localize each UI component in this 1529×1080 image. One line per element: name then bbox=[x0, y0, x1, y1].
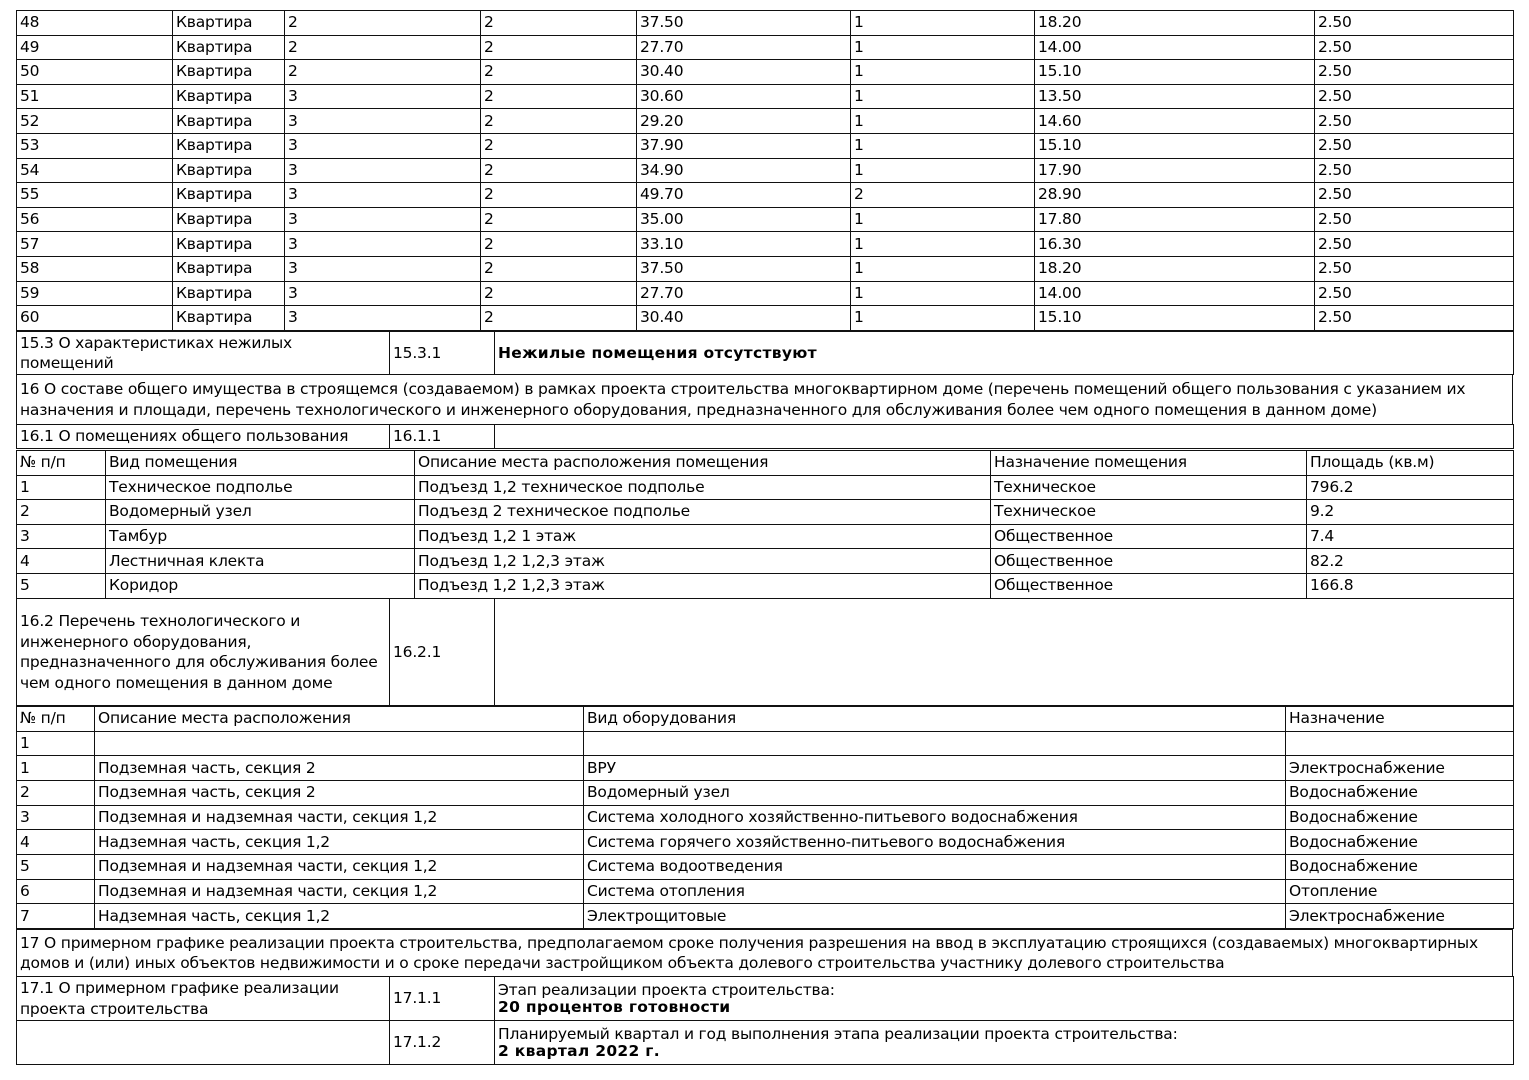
table-cell: 3 bbox=[285, 109, 481, 134]
premises-row bbox=[17, 573, 1514, 598]
section-17-1-1-value bbox=[495, 977, 1514, 1021]
table-cell: 14.60 bbox=[1035, 109, 1315, 134]
table-cell: 3 bbox=[285, 84, 481, 109]
table-cell: 2.50 bbox=[1315, 207, 1514, 232]
table-cell: 2 bbox=[285, 60, 481, 85]
table-cell: Система горячего хозяйственно-питьевого водоснабжения bbox=[584, 830, 1286, 855]
table-cell: Квартира bbox=[173, 35, 285, 60]
apartment-row bbox=[17, 306, 1514, 331]
table-cell: Система отопления bbox=[584, 879, 1286, 904]
table-cell: 2 bbox=[481, 60, 637, 85]
table-cell: 28.90 bbox=[1035, 183, 1315, 208]
table-cell: 1 bbox=[851, 256, 1035, 281]
table-cell: Тамбур bbox=[106, 524, 415, 549]
section-16-2-code: 16.2.1 bbox=[390, 599, 495, 706]
table-cell: 7.4 bbox=[1307, 524, 1514, 549]
table-cell: 9.2 bbox=[1307, 500, 1514, 525]
table-cell: 2 bbox=[17, 780, 95, 805]
table-cell: 2.50 bbox=[1315, 183, 1514, 208]
section-17-title: 17 О примерном графике реализации проекта строительства, предполагаемом сроке получения разрешения на ввод в эксплуатацию строящихся (создаваемых) многоквартирных домов и (или) иных объектов недвижимости и о сроке передачи застройщиком объекта долевого строительства участнику долевого строительства bbox=[17, 930, 1513, 977]
table-cell: 34.90 bbox=[637, 158, 851, 183]
table-cell: 18.20 bbox=[1035, 256, 1315, 281]
section-15-3-value: Нежилые помещения отсутствуют bbox=[495, 332, 1514, 375]
apartment-row bbox=[17, 60, 1514, 85]
table-cell: 2.50 bbox=[1315, 11, 1514, 36]
section-16-2-label: 16.2 Перечень технологического и инженерного оборудования, предназначенного для обслуживания более чем одного помещения в данном доме bbox=[17, 599, 390, 706]
table-cell: 3 bbox=[285, 256, 481, 281]
premises-row bbox=[17, 524, 1514, 549]
apartment-row bbox=[17, 109, 1514, 134]
table-cell: 3 bbox=[285, 207, 481, 232]
column-header: № п/п bbox=[17, 451, 106, 476]
table-cell: 2.50 bbox=[1315, 35, 1514, 60]
table-cell: 2 bbox=[17, 500, 106, 525]
table-cell bbox=[1286, 731, 1514, 756]
table-cell: 30.60 bbox=[637, 84, 851, 109]
section-15-3 bbox=[16, 331, 1514, 375]
table-cell: Квартира bbox=[173, 158, 285, 183]
section-17-1-label: 17.1 О примерном графике реализации проекта строительства bbox=[17, 977, 390, 1021]
table-cell: 2 bbox=[481, 133, 637, 158]
table-cell: 18.20 bbox=[1035, 11, 1315, 36]
table-cell: Коридор bbox=[106, 573, 415, 598]
table-cell: Общественное bbox=[991, 524, 1307, 549]
column-header: Назначение помещения bbox=[991, 451, 1307, 476]
table-cell: 4 bbox=[17, 830, 95, 855]
table-cell: Квартира bbox=[173, 109, 285, 134]
table-cell: 2 bbox=[481, 256, 637, 281]
apartment-row bbox=[17, 207, 1514, 232]
table-cell: 3 bbox=[285, 232, 481, 257]
table-cell: 796.2 bbox=[1307, 475, 1514, 500]
table-cell: Квартира bbox=[173, 183, 285, 208]
table-cell: 29.20 bbox=[637, 109, 851, 134]
table-cell: Водомерный узел bbox=[584, 780, 1286, 805]
table-cell: 30.40 bbox=[637, 306, 851, 331]
table-cell: 1 bbox=[17, 475, 106, 500]
table-cell: 2 bbox=[481, 183, 637, 208]
table-cell: 2.50 bbox=[1315, 158, 1514, 183]
table-cell: Система водоотведения bbox=[584, 855, 1286, 880]
section-15-3-code: 15.3.1 bbox=[390, 332, 495, 375]
table-cell: 2 bbox=[481, 207, 637, 232]
table-cell: 52 bbox=[17, 109, 173, 134]
table-cell: 16.30 bbox=[1035, 232, 1315, 257]
column-header: Вид помещения bbox=[106, 451, 415, 476]
equipment-row bbox=[17, 855, 1514, 880]
common-premises-table bbox=[16, 450, 1514, 599]
section-17-1-empty-label bbox=[17, 1021, 390, 1065]
section-16-header bbox=[16, 374, 1513, 425]
table-cell: 5 bbox=[17, 573, 106, 598]
table-cell: 2 bbox=[285, 35, 481, 60]
table-cell: 51 bbox=[17, 84, 173, 109]
table-cell: 15.10 bbox=[1035, 133, 1315, 158]
table-cell: 2 bbox=[481, 35, 637, 60]
table-cell: Подъезд 1,2 техническое подполье bbox=[415, 475, 991, 500]
table-cell: 1 bbox=[851, 11, 1035, 36]
table-cell: Водоснабжение bbox=[1286, 830, 1514, 855]
table-cell: 166.8 bbox=[1307, 573, 1514, 598]
table-cell: 7 bbox=[17, 904, 95, 929]
table-cell: 56 bbox=[17, 207, 173, 232]
common-premises-header bbox=[17, 451, 1514, 476]
equipment-row bbox=[17, 805, 1514, 830]
table-cell: 1 bbox=[851, 35, 1035, 60]
stage-caption: Этап реализации проекта строительства: bbox=[498, 980, 835, 999]
apartment-row bbox=[17, 256, 1514, 281]
table-cell: 2 bbox=[481, 232, 637, 257]
table-cell: 14.00 bbox=[1035, 35, 1315, 60]
premises-row bbox=[17, 475, 1514, 500]
table-cell: 2 bbox=[481, 11, 637, 36]
section-17-1-2-code: 17.1.2 bbox=[390, 1021, 495, 1065]
table-cell: 2.50 bbox=[1315, 306, 1514, 331]
table-cell: 48 bbox=[17, 11, 173, 36]
table-cell: Техническое bbox=[991, 475, 1307, 500]
table-cell: 3 bbox=[17, 805, 95, 830]
column-header: Описание места расположения bbox=[95, 707, 584, 732]
table-cell: 57 bbox=[17, 232, 173, 257]
column-header: № п/п bbox=[17, 707, 95, 732]
table-cell: 14.00 bbox=[1035, 281, 1315, 306]
table-cell: 54 bbox=[17, 158, 173, 183]
section-17-1-2-value bbox=[495, 1021, 1514, 1065]
table-cell: 2.50 bbox=[1315, 281, 1514, 306]
table-cell: Водоснабжение bbox=[1286, 780, 1514, 805]
table-cell: Подземная часть, секция 2 bbox=[95, 756, 584, 781]
quarter-value: 2 квартал 2022 г. bbox=[498, 1041, 660, 1060]
section-16-1-code: 16.1.1 bbox=[390, 425, 495, 449]
table-cell bbox=[95, 731, 584, 756]
table-cell: Система холодного хозяйственно-питьевого водоснабжения bbox=[584, 805, 1286, 830]
apartment-row bbox=[17, 281, 1514, 306]
table-cell: Отопление bbox=[1286, 879, 1514, 904]
section-16-title: 16 О составе общего имущества в строящемся (создаваемом) в рамках проекта строительства многоквартирном доме (перечень помещений общего пользования с указанием их назначения и площади, перечень технологического и инженерного оборудования, предназначенного для обслуживания более чем одного помещения в данном доме) bbox=[17, 375, 1513, 425]
equipment-row bbox=[17, 731, 1514, 756]
table-cell: Общественное bbox=[991, 549, 1307, 574]
table-cell: Подземная и надземная части, секция 1,2 bbox=[95, 805, 584, 830]
apartment-row bbox=[17, 11, 1514, 36]
apartment-row bbox=[17, 183, 1514, 208]
section-16-1-label: 16.1 О помещениях общего пользования bbox=[17, 425, 390, 449]
table-cell: Электроснабжение bbox=[1286, 904, 1514, 929]
equipment-row bbox=[17, 904, 1514, 929]
table-cell: 49 bbox=[17, 35, 173, 60]
table-cell: 2.50 bbox=[1315, 133, 1514, 158]
table-cell: 2 bbox=[481, 306, 637, 331]
table-cell: 49.70 bbox=[637, 183, 851, 208]
table-cell: 27.70 bbox=[637, 35, 851, 60]
stage-value: 20 процентов готовности bbox=[498, 997, 731, 1016]
table-cell: 60 bbox=[17, 306, 173, 331]
table-cell: Квартира bbox=[173, 256, 285, 281]
table-cell: 3 bbox=[285, 183, 481, 208]
apartments-table bbox=[16, 10, 1514, 331]
table-cell: 35.00 bbox=[637, 207, 851, 232]
table-cell: 37.50 bbox=[637, 11, 851, 36]
column-header: Площадь (кв.м) bbox=[1307, 451, 1514, 476]
table-cell: 27.70 bbox=[637, 281, 851, 306]
table-cell: 1 bbox=[851, 158, 1035, 183]
table-cell: 82.2 bbox=[1307, 549, 1514, 574]
table-cell: 3 bbox=[285, 133, 481, 158]
table-cell: 2.50 bbox=[1315, 232, 1514, 257]
table-cell: Квартира bbox=[173, 60, 285, 85]
table-cell: Квартира bbox=[173, 207, 285, 232]
table-cell: 3 bbox=[285, 306, 481, 331]
table-cell: Подъезд 1,2 1,2,3 этаж bbox=[415, 549, 991, 574]
equipment-table bbox=[16, 706, 1514, 929]
table-cell: 17.90 bbox=[1035, 158, 1315, 183]
table-cell: Квартира bbox=[173, 281, 285, 306]
table-cell: 4 bbox=[17, 549, 106, 574]
table-cell: Водомерный узел bbox=[106, 500, 415, 525]
table-cell: 2 bbox=[481, 109, 637, 134]
section-17-1-1-code: 17.1.1 bbox=[390, 977, 495, 1021]
table-cell: 2.50 bbox=[1315, 256, 1514, 281]
table-cell: 3 bbox=[285, 281, 481, 306]
table-cell: 2 bbox=[481, 281, 637, 306]
section-16-1-value bbox=[495, 425, 1514, 449]
apartment-row bbox=[17, 84, 1514, 109]
column-header: Описание места расположения помещения bbox=[415, 451, 991, 476]
section-17-header bbox=[16, 929, 1513, 977]
table-cell: 2 bbox=[285, 11, 481, 36]
table-cell: 1 bbox=[851, 84, 1035, 109]
table-cell: 1 bbox=[851, 281, 1035, 306]
table-cell bbox=[584, 731, 1286, 756]
table-cell: 13.50 bbox=[1035, 84, 1315, 109]
section-17-1 bbox=[16, 976, 1514, 1065]
table-cell: 33.10 bbox=[637, 232, 851, 257]
table-cell: Квартира bbox=[173, 133, 285, 158]
table-cell: 15.10 bbox=[1035, 60, 1315, 85]
equipment-row bbox=[17, 830, 1514, 855]
apartment-row bbox=[17, 158, 1514, 183]
table-cell: Надземная часть, секция 1,2 bbox=[95, 830, 584, 855]
column-header: Назначение bbox=[1286, 707, 1514, 732]
table-cell: Лестничная клекта bbox=[106, 549, 415, 574]
table-cell: 55 bbox=[17, 183, 173, 208]
table-cell: 30.40 bbox=[637, 60, 851, 85]
table-cell: Водоснабжение bbox=[1286, 805, 1514, 830]
table-cell: 1 bbox=[851, 207, 1035, 232]
table-cell: Подъезд 2 техническое подполье bbox=[415, 500, 991, 525]
table-cell: Подъезд 1,2 1 этаж bbox=[415, 524, 991, 549]
table-cell: 53 bbox=[17, 133, 173, 158]
table-cell: Общественное bbox=[991, 573, 1307, 598]
equipment-row bbox=[17, 780, 1514, 805]
apartment-row bbox=[17, 133, 1514, 158]
table-cell: ВРУ bbox=[584, 756, 1286, 781]
table-cell: 2.50 bbox=[1315, 109, 1514, 134]
table-cell: 5 bbox=[17, 855, 95, 880]
table-cell: 1 bbox=[851, 232, 1035, 257]
equipment-header bbox=[17, 707, 1514, 732]
table-cell: 17.80 bbox=[1035, 207, 1315, 232]
table-cell: 2 bbox=[851, 183, 1035, 208]
table-cell: Квартира bbox=[173, 232, 285, 257]
table-cell: Подъезд 1,2 1,2,3 этаж bbox=[415, 573, 991, 598]
table-cell: 50 bbox=[17, 60, 173, 85]
table-cell: 37.90 bbox=[637, 133, 851, 158]
table-cell: Надземная часть, секция 1,2 bbox=[95, 904, 584, 929]
section-16-1 bbox=[16, 424, 1514, 449]
apartment-row bbox=[17, 232, 1514, 257]
equipment-row bbox=[17, 756, 1514, 781]
table-cell: 59 bbox=[17, 281, 173, 306]
table-cell: 1 bbox=[851, 306, 1035, 331]
table-cell: 1 bbox=[17, 731, 95, 756]
premises-row bbox=[17, 500, 1514, 525]
table-cell: 1 bbox=[17, 756, 95, 781]
table-cell: 3 bbox=[285, 158, 481, 183]
table-cell: Подземная и надземная части, секция 1,2 bbox=[95, 855, 584, 880]
table-cell: 3 bbox=[17, 524, 106, 549]
table-cell: 1 bbox=[851, 60, 1035, 85]
table-cell: 37.50 bbox=[637, 256, 851, 281]
table-cell: Техническое подполье bbox=[106, 475, 415, 500]
table-cell: Техническое bbox=[991, 500, 1307, 525]
section-16-2 bbox=[16, 598, 1514, 706]
table-cell: Квартира bbox=[173, 11, 285, 36]
quarter-caption: Планируемый квартал и год выполнения этапа реализации проекта строительства: bbox=[498, 1024, 1178, 1043]
table-cell: 2.50 bbox=[1315, 84, 1514, 109]
table-cell: Электроснабжение bbox=[1286, 756, 1514, 781]
table-cell: Электрощитовые bbox=[584, 904, 1286, 929]
table-cell: Водоснабжение bbox=[1286, 855, 1514, 880]
table-cell: 1 bbox=[851, 133, 1035, 158]
table-cell: 58 bbox=[17, 256, 173, 281]
equipment-row bbox=[17, 879, 1514, 904]
premises-row bbox=[17, 549, 1514, 574]
table-cell: 1 bbox=[851, 109, 1035, 134]
table-cell: Подземная и надземная части, секция 1,2 bbox=[95, 879, 584, 904]
column-header: Вид оборудования bbox=[584, 707, 1286, 732]
section-16-2-value bbox=[495, 599, 1514, 706]
table-cell: Квартира bbox=[173, 84, 285, 109]
table-cell: 2.50 bbox=[1315, 60, 1514, 85]
section-15-3-label: 15.3 О характеристиках нежилых помещений bbox=[17, 332, 390, 375]
table-cell: 2 bbox=[481, 158, 637, 183]
table-cell: 15.10 bbox=[1035, 306, 1315, 331]
table-cell: 2 bbox=[481, 84, 637, 109]
apartment-row bbox=[17, 35, 1514, 60]
table-cell: Квартира bbox=[173, 306, 285, 331]
table-cell: 6 bbox=[17, 879, 95, 904]
table-cell: Подземная часть, секция 2 bbox=[95, 780, 584, 805]
